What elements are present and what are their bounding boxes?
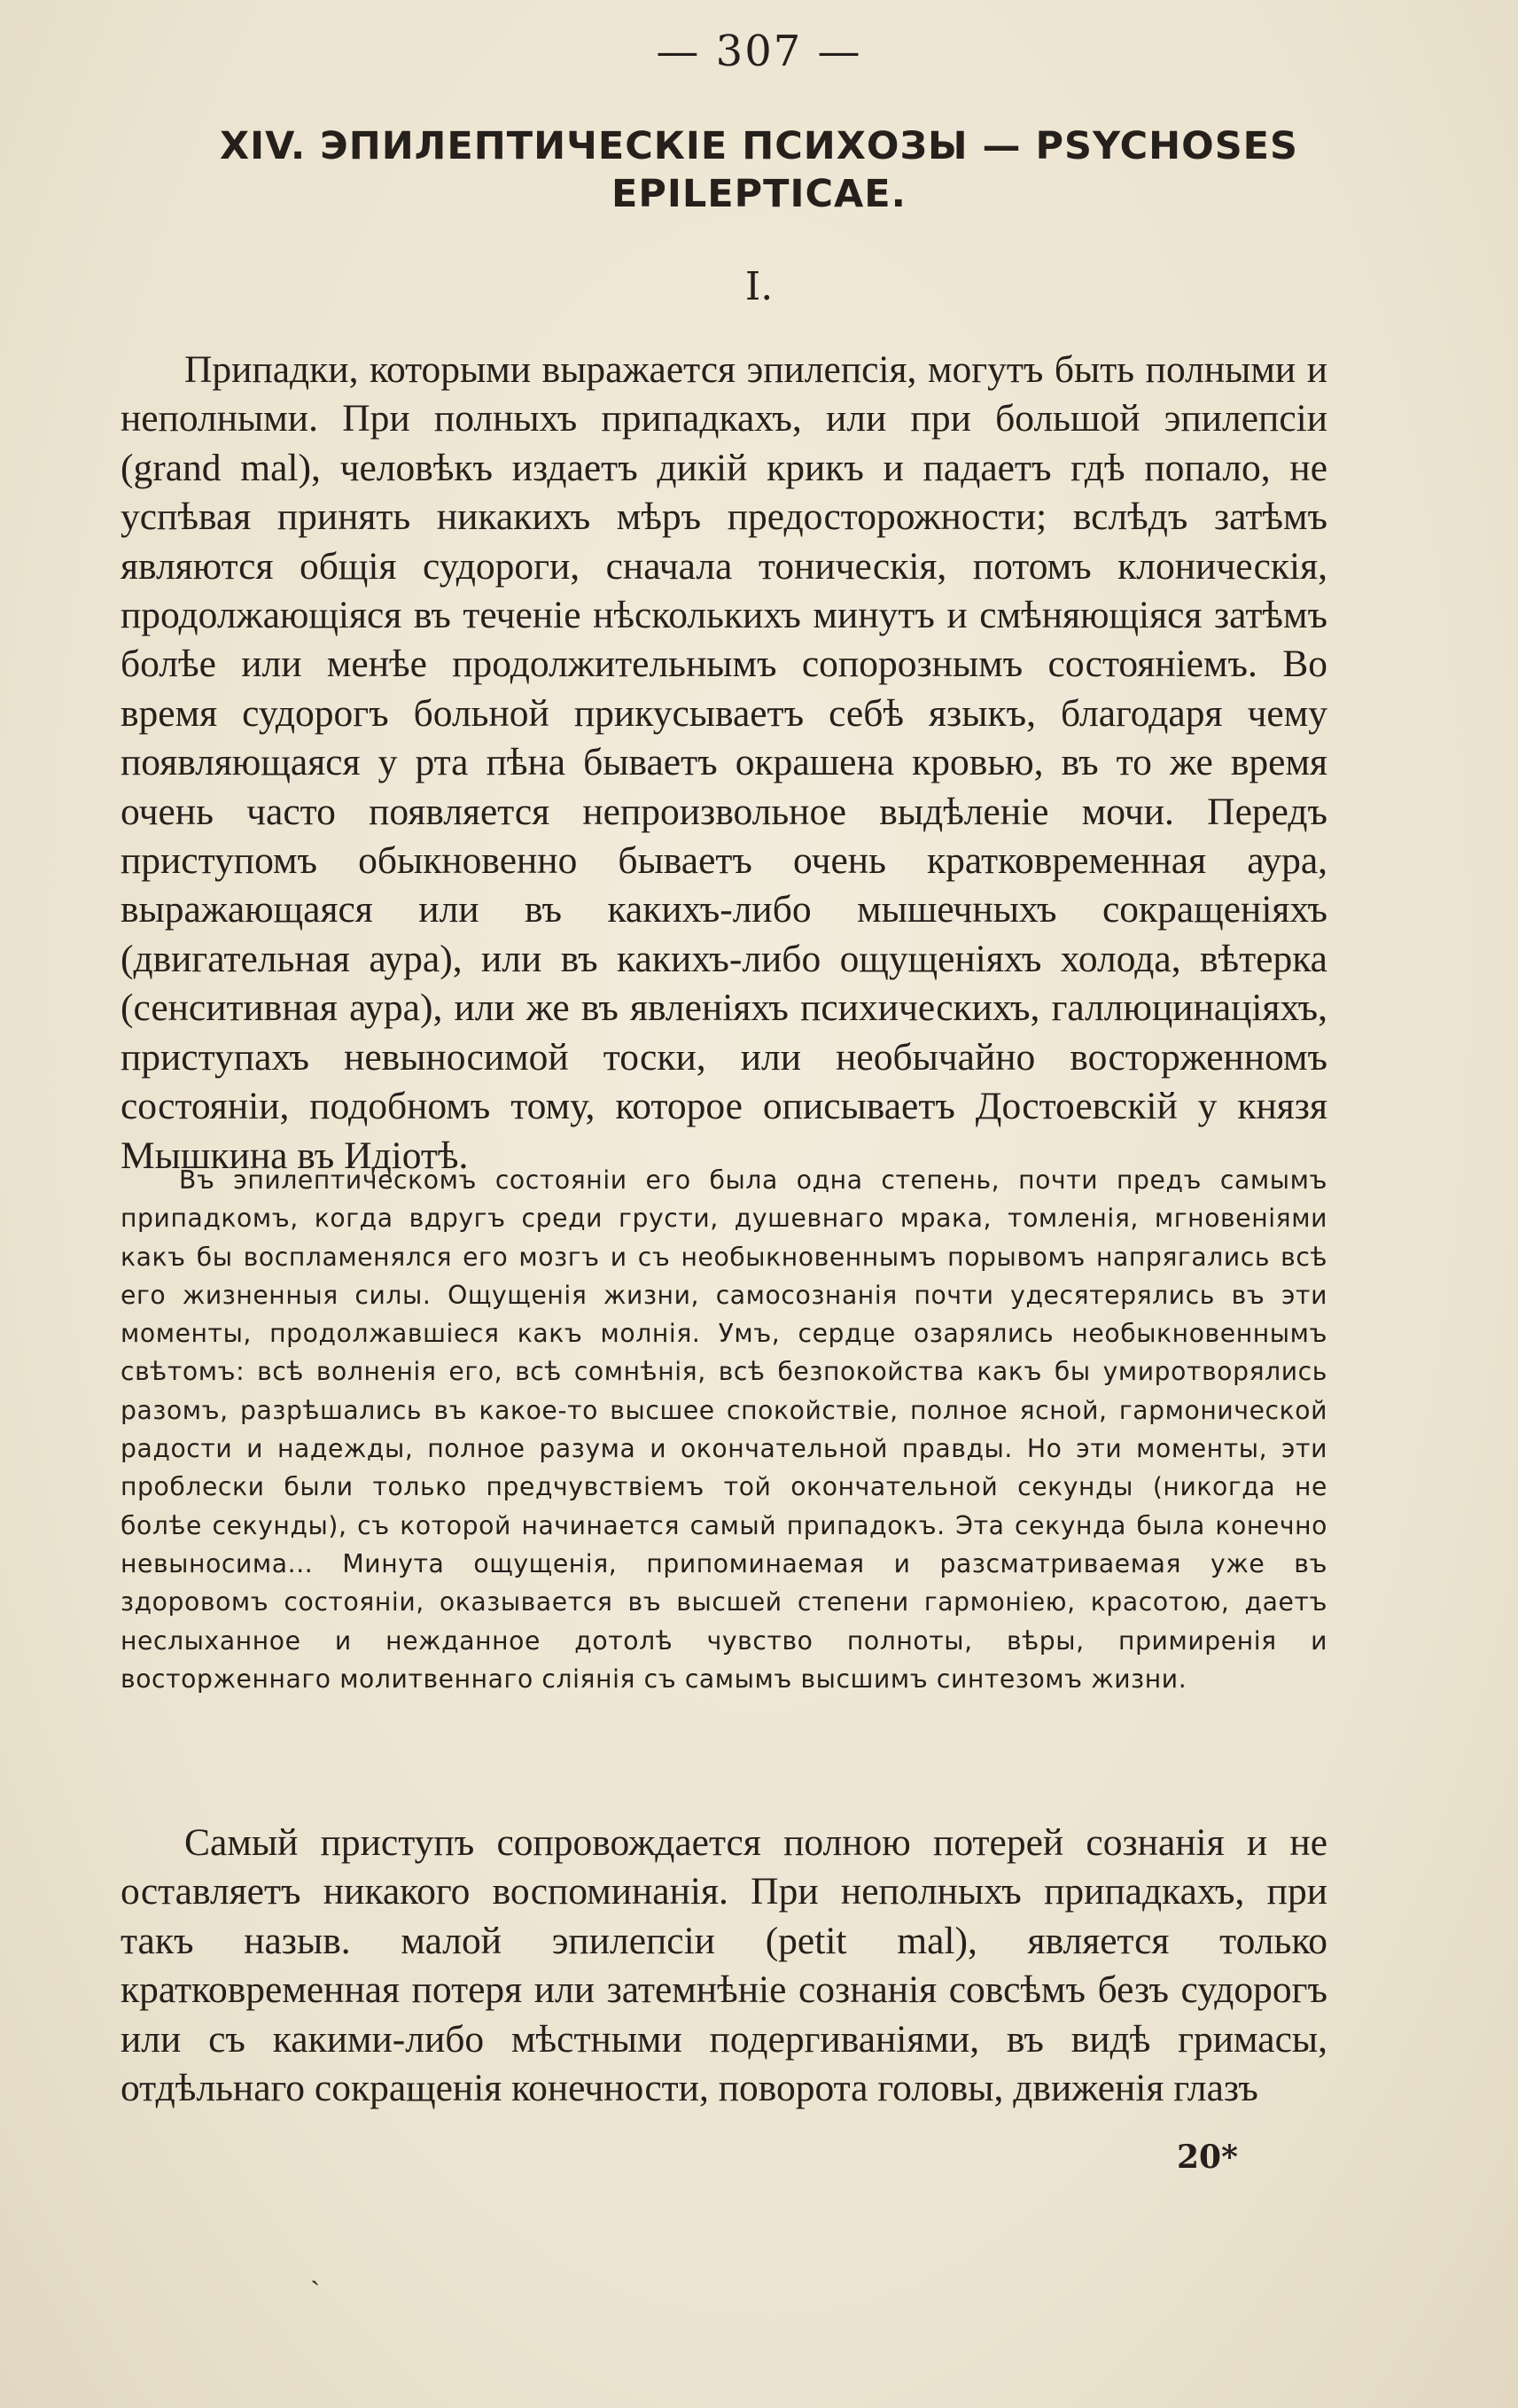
printer-signature-mark: 20* [1177,2139,1238,2176]
section-number: I. [744,264,774,309]
chapter-title-line-2: EPILEPTICAE. [611,172,907,216]
stray-mark: ˏ [310,2251,321,2287]
body-paragraph-1: Припадки, которыми выражается эпилепсія, могутъ быть полными и неполными. При полныхъ припадкахъ, или при большой эпилепсіи (grand mal), человѣкъ издаетъ дикій крикъ и падаетъ гдѣ попало, не успѣвая принять никакихъ мѣръ предосторожности; вслѣдъ затѣмъ являются общія судороги, сначала тоническія, потомъ клоническія, продолжающіяся въ теченіе нѣсколькихъ минутъ и смѣняющіяся затѣмъ болѣе или менѣе продолжительнымъ сопорознымъ состояніемъ. Во время судорогъ больной прикусываетъ себѣ языкъ, благодаря чему появляющаяся у рта пѣна бываетъ окрашена кровью, въ то же время очень часто появляется непроизвольное выдѣленіе мочи. Передъ приступомъ обыкновенно бываетъ очень кратковременная аура, выражающаяся или въ какихъ-либо мышечныхъ сокращеніяхъ (двигательная аура), или въ какихъ-либо ощущеніяхъ холода, вѣтерка (сенситивная аура), или же въ явленіяхъ психическихъ, галлюцинаціяхъ, приступахъ невыносимой тоски, или необычайно восторженномъ состояніи, подобномъ тому, которое описываетъ Достоевскій у князя Мышкина въ Идіотѣ. [121,348,1327,1177]
chapter-title [160,122,1358,218]
chapter-title-line-1: XIV. ЭПИЛЕПТИЧЕСКІЕ ПСИХОЗЫ — PSYCHOSES [219,124,1299,168]
body-paragraph-2: Самый приступъ сопровождается полною потерей сознанія и не оставляетъ никакого воспоминанія. При неполныхъ припадкахъ, при такъ назыв. малой эпилепсіи (petit mal), является только кратковременная потеря или затемнѣніе сознанія совсѣмъ безъ судорогъ или съ какими-либо мѣстными подергиваніями, въ видѣ гримасы, отдѣльнаго сокращенія конечности, поворота головы, движенія глазъ [121,1821,1327,2110]
page-number: — 307 — [656,27,862,76]
block-quote: Въ эпилептическомъ состояніи его была одна степень, почти предъ самымъ припадкомъ, когда вдругъ среди грусти, душевнаго мрака, томленія, мгновеніями какъ бы воспламенялся его мозгъ и съ необыкновеннымъ порывомъ напрягались всѣ его жизненныя силы. Ощущенія жизни, самосознанія почти удесятерялись въ эти моменты, продолжавшіеся какъ молнія. Умъ, сердце озарялись необыкновеннымъ свѣтомъ: всѣ волненія его, всѣ сомнѣнія, всѣ безпокойства какъ бы умиротворялись разомъ, разрѣшались въ какое-то высшее спокойствіе, полное ясной, гармонической радости и надежды, полное разума и окончательной правды. Но эти моменты, эти проблески были только предчувствіемъ той окончательной секунды (никогда не болѣе секунды), съ которой начинается самый припадокъ. Эта секунда была конечно невыносима... Минута ощущенія, припоминаемая и разсматриваемая уже въ здоровомъ состояніи, оказывается въ высшей степени гармоніею, красотою, даетъ неслыханное и нежданное дотолѣ чувство полноты, вѣры, примиренія и восторженнаго молитвеннаго слiянія съ самымъ высшимъ синтезомъ жизни. [121,1165,1327,1694]
